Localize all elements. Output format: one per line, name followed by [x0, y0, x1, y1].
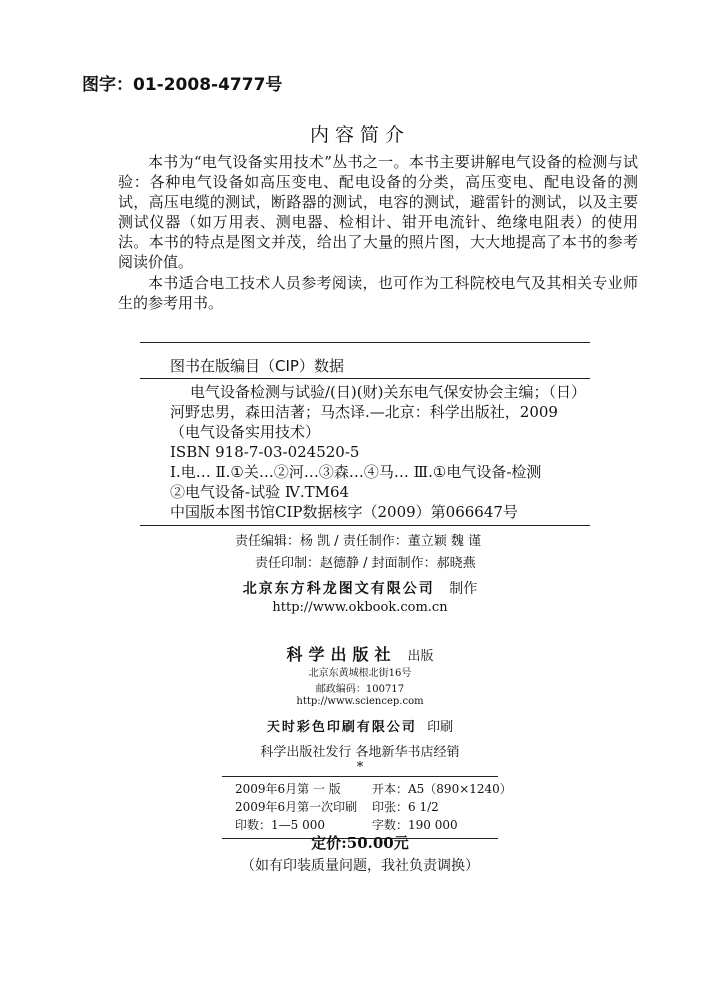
divider-top [140, 342, 590, 343]
divider-cip [140, 378, 590, 379]
cip-line: 中国版本图书馆CIP数据核字（2009）第066647号 [170, 503, 518, 521]
producer-line [0, 578, 720, 598]
divider-format-top [222, 776, 498, 777]
cip-heading: 图书在版编目（CIP）数据 [170, 357, 344, 375]
edition: 2009年6月第 一 版 [235, 782, 341, 796]
printer-name: 天时彩色印刷有限公司 [266, 720, 417, 735]
divider-staff [140, 525, 590, 526]
intro-title: 内容简介 [309, 124, 410, 146]
printer-suffix: 印刷 [427, 720, 454, 735]
producer-suffix: 制作 [449, 581, 478, 597]
producer-name: 北京东方科龙图文有限公司 [242, 581, 435, 597]
distribution: 科学出版社发行 各地新华书店经销 [260, 745, 460, 760]
word-count: 字数：190 000 [372, 818, 458, 832]
publisher-name: 科学出版社 [286, 645, 397, 664]
quality-note: （如有印装质量问题，我社负责调换） [241, 858, 479, 874]
print-run: 印数：1—5 000 [235, 818, 325, 832]
staff-line-1: 责任编辑：杨 凯 / 责任制作：董立颖 魏 谨 [235, 534, 482, 549]
publisher-url: http://www.sciencep.com [296, 696, 424, 707]
producer-url: http://www.okbook.com.cn [272, 600, 448, 615]
cip-line: ISBN 918-7-03-024520-5 [170, 443, 360, 461]
format-right-col [372, 780, 512, 834]
intro-paragraph-2: 本书适合电工技术人员参考阅读，也可作为工科院校电气及其相关专业师生的参考用书。 [118, 274, 638, 312]
publisher-postcode: 邮政编码：100717 [315, 684, 405, 695]
sheets: 印张：6 1/2 [372, 800, 439, 814]
cip-line: （电气设备实用技术） [170, 423, 321, 441]
printing: 2009年6月第一次印刷 [235, 800, 358, 814]
price: 定价:50.00元 [311, 834, 409, 852]
cip-line: Ⅰ.电… Ⅱ.①关…②河…③森…④马… Ⅲ.①电气设备-检测 [170, 463, 542, 481]
staff-line-2: 责任印制：赵德静 / 封面制作：郝晓燕 [255, 556, 476, 571]
format-left-col [235, 780, 357, 834]
publisher-address: 北京东黄城根北街16号 [308, 668, 412, 679]
publisher-suffix: 出版 [407, 649, 434, 664]
intro-paragraph-1: 本书为“电气设备实用技术”丛书之一。本书主要讲解电气设备的检测与试验：各种电气设备如高压变电、配电设备的分类，高压变电、配电设备的测试，高压电缆的测试，断路器的测试，电容的测试，避雷针的测试，以及主要测试仪器（如万用表、测电器、检相计、钳开电流针、绝缘电阻表）的使用法。本书的特点是图文并茂，给出了大量的照片图，大大地提高了本书的参考阅读价值。 [118, 153, 638, 271]
cip-line: ②电气设备-试验 Ⅳ.TM64 [170, 483, 350, 501]
publisher-line [0, 642, 720, 665]
book-size: 开本：A5（890×1240） [372, 782, 512, 796]
printer-line [0, 716, 720, 735]
registration-number: 图字：01-2008-4777号 [82, 75, 283, 95]
cip-line: 河野忠男，森田洁著；马杰译.—北京：科学出版社，2009 [170, 403, 558, 421]
asterisk: * [356, 760, 364, 775]
cip-line: 电气设备检测与试验/(日)(财)关东电气保安协会主编；（日） [190, 383, 586, 401]
